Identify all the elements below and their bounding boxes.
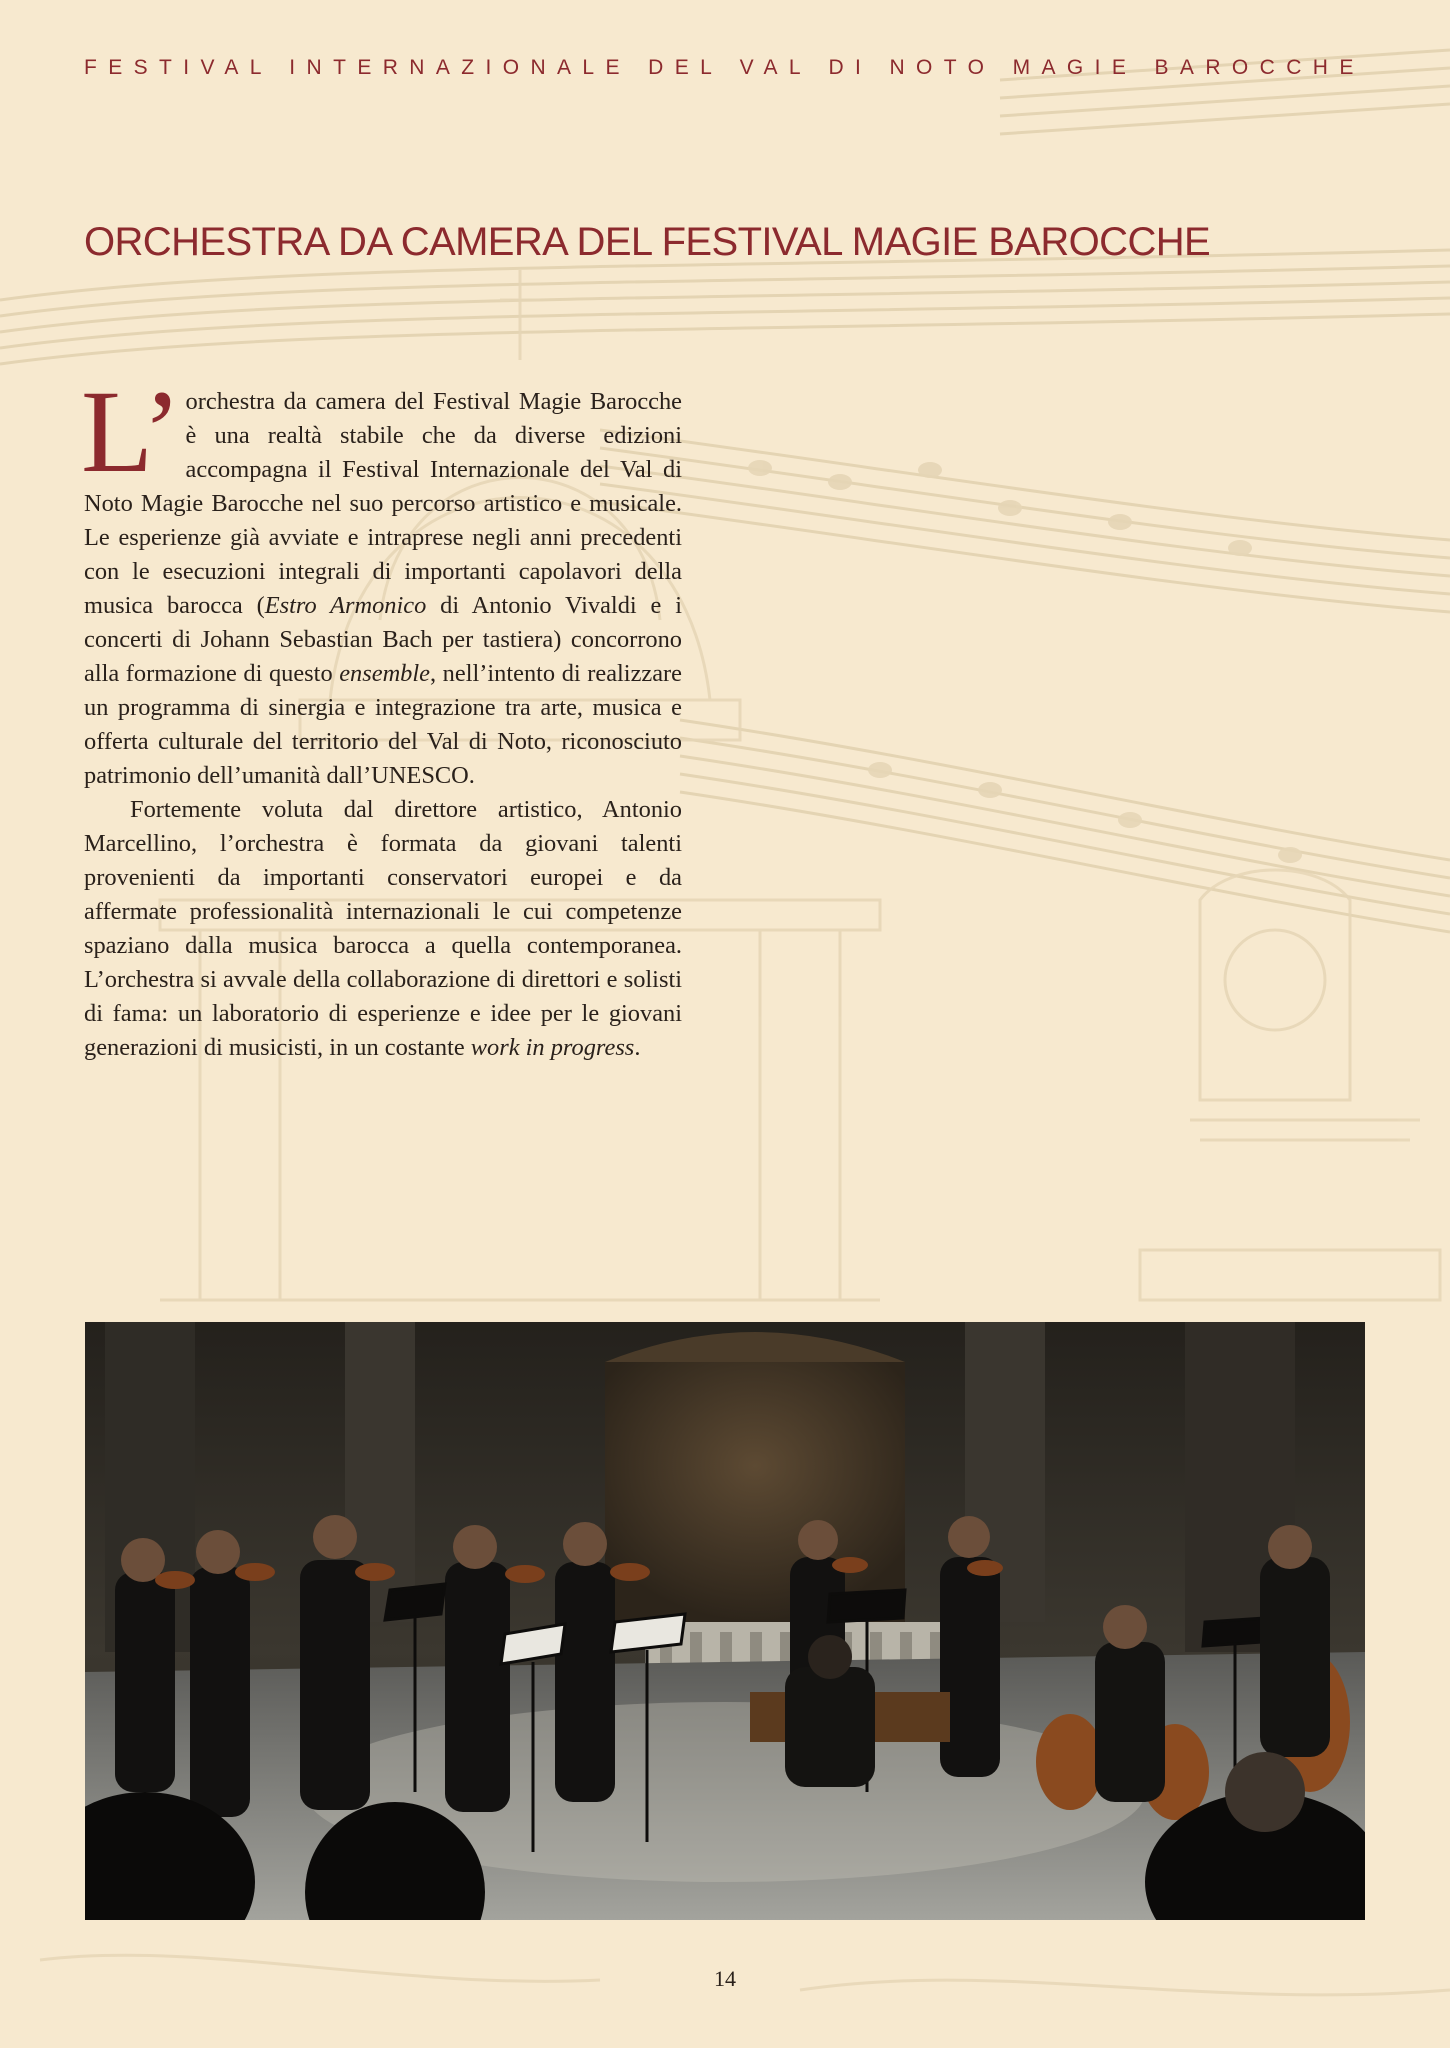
paragraph-1: L’ orchestra da camera del Festival Magie Barocche è una realtà stabile che da diverse edizioni accompagna il Festival Internazionale del Val di Noto Magie Barocche nel suo percorso artistico e musicale. Le esperienze già avviate e intraprese negli anni precedenti con le esecuzioni integrali di importanti capolavori della musica barocca (Estro Armonico di Antonio Vivaldi e i concerti di Johann Sebastian Bach per tastiera) concorrono alla formazione di questo ensemble, nell’intento di realizzare un programma di sinergia e integrazione tra arte, musica e offerta culturale del territorio del Val di Noto, riconosciuto patrimonio dell’umanità dall’UNESCO.	[81, 366, 682, 789]
paragraph-2: Fortemente voluta dal direttore artistico, Antonio Marcellino, l’orchestra è formata da giovani talenti provenienti da importanti conservatori europei e da affermate professionalità internazionali le cui competenze spaziano dalla musica barocca a quella contemporanea. L’orchestra si avvale della collaborazione di direttori e solisti di fama: un laboratorio di esperienze e idee per le giovani generazioni di musicisti, in un costante work in progress.	[84, 796, 682, 1061]
article-body	[81, 366, 682, 1065]
orchestra-photo	[85, 1322, 1365, 1920]
article-title: ORCHESTRA DA CAMERA DEL FESTIVAL MAGIE BAROCCHE	[84, 220, 1211, 264]
page-number: 14	[714, 1966, 736, 1991]
running-header: FESTIVAL INTERNAZIONALE DEL VAL DI NOTO MAGIE BAROCCHE	[84, 56, 1365, 79]
drop-cap: L’	[81, 366, 182, 497]
